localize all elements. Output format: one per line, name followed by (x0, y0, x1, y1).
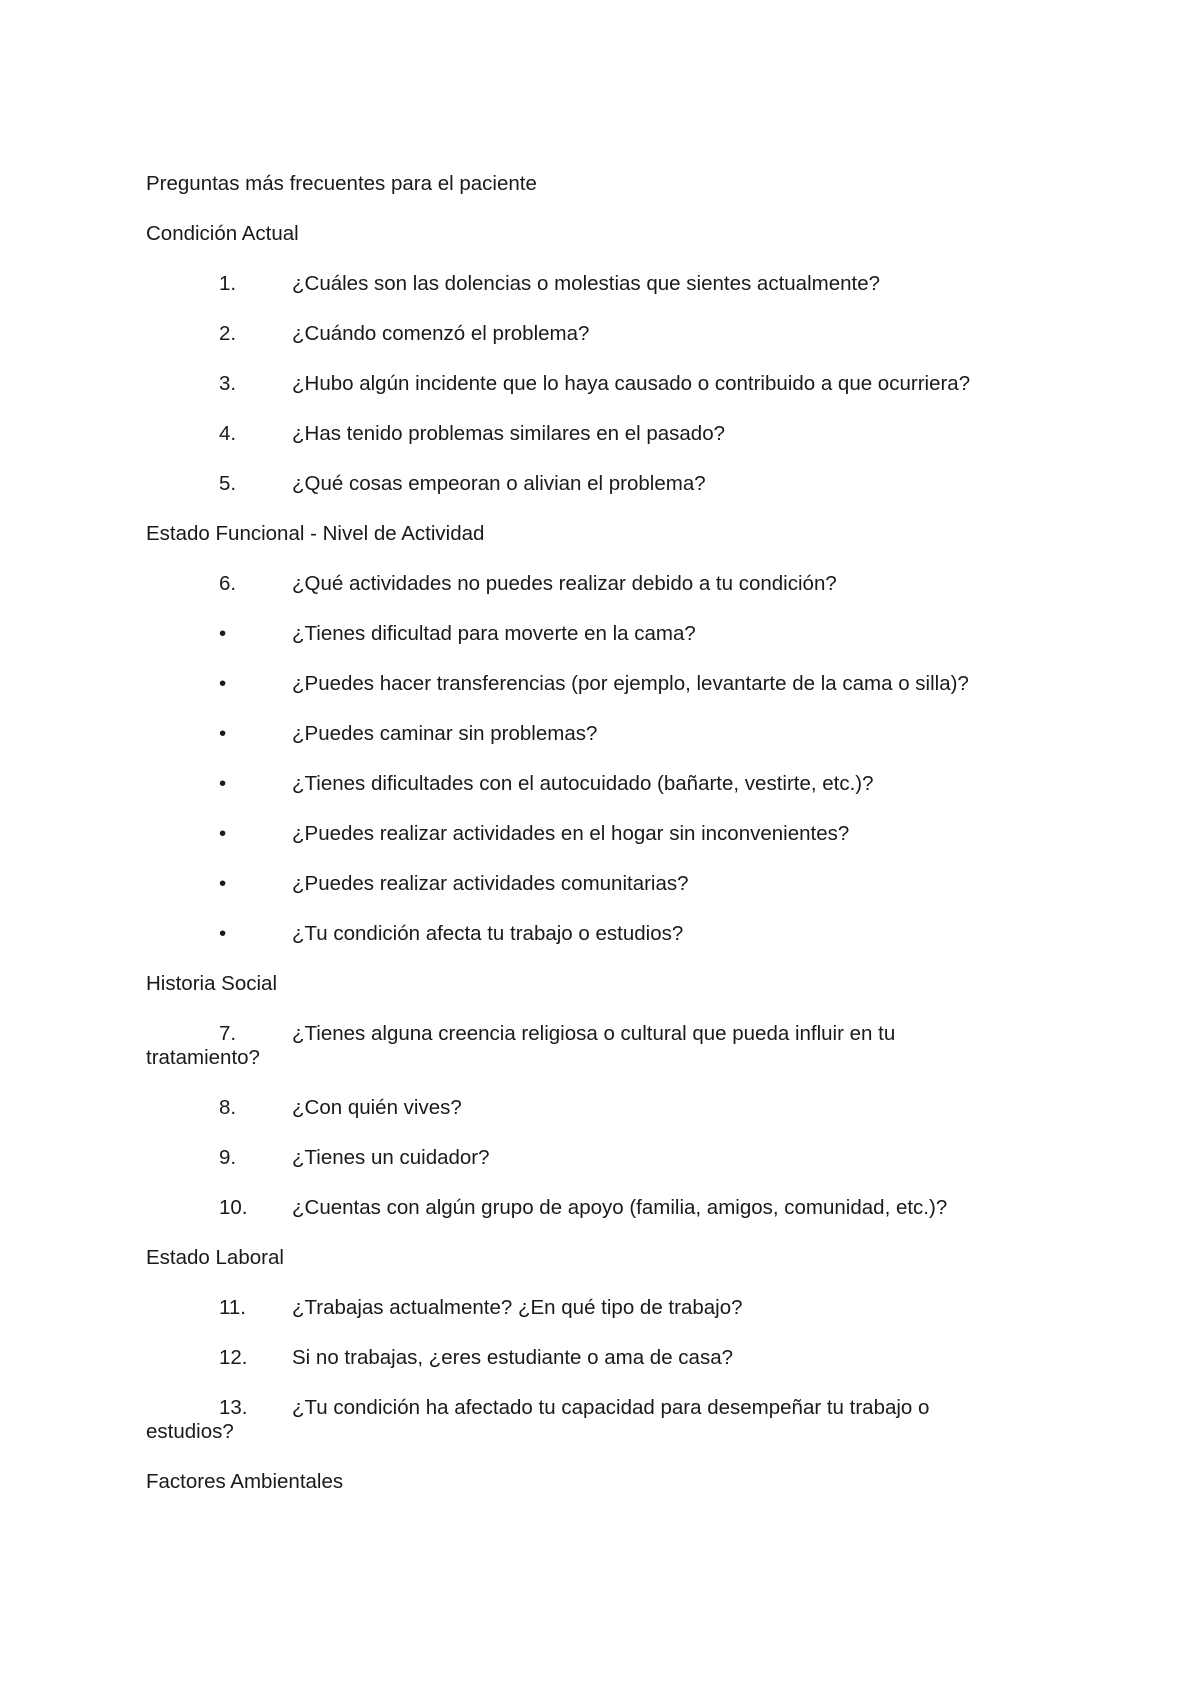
list-item-continuation: tratamiento? (146, 1046, 260, 1069)
list-item-text: ¿Tu condición ha afectado tu capacidad para desempeñar tu trabajo o (292, 1396, 930, 1419)
document-title: Preguntas más frecuentes para el paciente (146, 172, 537, 195)
list-marker: 11. (219, 1296, 246, 1319)
list-item-text: ¿Qué actividades no puedes realizar debido a tu condición? (292, 572, 837, 595)
section-heading-factores-ambientales: Factores Ambientales (146, 1470, 344, 1493)
section-heading-estado-laboral: Estado Laboral (146, 1246, 284, 1269)
bullet-marker: • (219, 622, 227, 645)
list-marker: 10. (219, 1196, 248, 1219)
list-marker: 12. (219, 1346, 248, 1369)
list-marker: 5. (219, 472, 237, 495)
bullet-marker: • (219, 772, 227, 795)
list-marker: 3. (219, 372, 237, 395)
list-marker: 6. (219, 572, 237, 595)
section-heading-estado-funcional: Estado Funcional - Nivel de Actividad (146, 522, 485, 545)
list-item-text: ¿Tienes dificultades con el autocuidado (bañarte, vestirte, etc.)? (292, 772, 874, 795)
list-item-text: ¿Tu condición afecta tu trabajo o estudios? (292, 922, 684, 945)
list-item-text: ¿Tienes un cuidador? (292, 1146, 490, 1169)
list-marker: 7. (219, 1022, 237, 1045)
list-item-text: ¿Cuándo comenzó el problema? (292, 322, 590, 345)
list-item-text: ¿Cuentas con algún grupo de apoyo (familia, amigos, comunidad, etc.)? (292, 1196, 948, 1219)
list-item-text: ¿Puedes realizar actividades en el hogar sin inconvenientes? (292, 822, 850, 845)
list-marker: 9. (219, 1146, 237, 1169)
list-item-continuation: estudios? (146, 1420, 234, 1443)
list-marker: 2. (219, 322, 237, 345)
list-item-text: ¿Qué cosas empeoran o alivian el problema? (292, 472, 706, 495)
bullet-marker: • (219, 722, 227, 745)
list-item-text: ¿Hubo algún incidente que lo haya causado o contribuido a que ocurriera? (292, 372, 971, 395)
bullet-marker: • (219, 872, 227, 895)
list-item-text: ¿Tienes alguna creencia religiosa o cultural que pueda influir en tu (292, 1022, 896, 1045)
section-heading-condicion-actual: Condición Actual (146, 222, 299, 245)
list-item-text: ¿Tienes dificultad para moverte en la cama? (292, 622, 696, 645)
list-item-text: ¿Trabajas actualmente? ¿En qué tipo de trabajo? (292, 1296, 743, 1319)
bullet-marker: • (219, 822, 227, 845)
list-marker: 8. (219, 1096, 237, 1119)
list-item-text: ¿Puedes realizar actividades comunitarias? (292, 872, 689, 895)
section-heading-historia-social: Historia Social (146, 972, 278, 995)
list-marker: 4. (219, 422, 237, 445)
bullet-marker: • (219, 922, 227, 945)
list-marker: 1. (219, 272, 237, 295)
list-item-text: ¿Con quién vives? (292, 1096, 462, 1119)
list-item-text: Si no trabajas, ¿eres estudiante o ama de casa? (292, 1346, 734, 1369)
list-item-text: ¿Has tenido problemas similares en el pasado? (292, 422, 726, 445)
list-item-text: ¿Puedes caminar sin problemas? (292, 722, 598, 745)
list-item-text: ¿Cuáles son las dolencias o molestias que sientes actualmente? (292, 272, 880, 295)
bullet-marker: • (219, 672, 227, 695)
list-item-text: ¿Puedes hacer transferencias (por ejemplo, levantarte de la cama o silla)? (292, 672, 969, 695)
list-marker: 13. (219, 1396, 248, 1419)
